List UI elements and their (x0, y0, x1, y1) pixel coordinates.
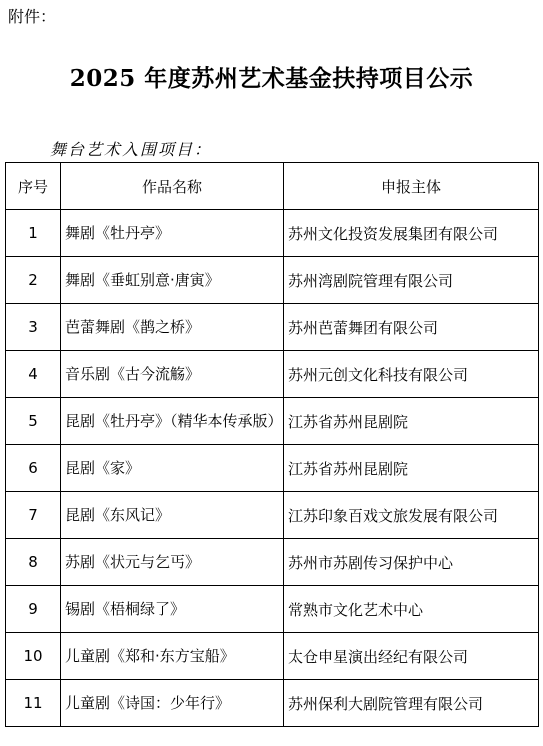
table-row (6, 257, 539, 304)
column-header-work: 作品名称 (61, 163, 284, 210)
row-applicant: 江苏省苏州昆剧院 (284, 445, 539, 492)
row-applicant: 苏州市苏剧传习保护中心 (284, 539, 539, 586)
row-applicant: 常熟市文化艺术中心 (284, 586, 539, 633)
row-number: 5 (6, 398, 61, 445)
row-applicant: 苏州保利大剧院管理有限公司 (284, 680, 539, 727)
row-number: 1 (6, 210, 61, 257)
row-work-name: 音乐剧《古今流觞》 (61, 351, 284, 398)
table-row (6, 492, 539, 539)
table-row (6, 304, 539, 351)
row-applicant: 苏州文化投资发展集团有限公司 (284, 210, 539, 257)
row-number: 4 (6, 351, 61, 398)
row-work-name: 儿童剧《郑和·东方宝船》 (61, 633, 284, 680)
row-applicant: 苏州芭蕾舞团有限公司 (284, 304, 539, 351)
table-row (6, 539, 539, 586)
row-number: 11 (6, 680, 61, 727)
row-work-name: 舞剧《垂虹别意·唐寅》 (61, 257, 284, 304)
row-number: 7 (6, 492, 61, 539)
table-row (6, 351, 539, 398)
table-header-row (6, 163, 539, 210)
row-applicant: 苏州元创文化科技有限公司 (284, 351, 539, 398)
row-number: 2 (6, 257, 61, 304)
table-row (6, 210, 539, 257)
document-title: 2025 年度苏州艺术基金扶持项目公示 (69, 65, 474, 92)
row-work-name: 昆剧《家》 (61, 445, 284, 492)
table-row (6, 398, 539, 445)
row-number: 3 (6, 304, 61, 351)
table-row (6, 586, 539, 633)
row-number: 9 (6, 586, 61, 633)
column-header-applicant: 申报主体 (284, 163, 539, 210)
row-number: 6 (6, 445, 61, 492)
row-work-name: 昆剧《牡丹亭》（精华本传承版） (61, 398, 284, 445)
row-applicant: 江苏印象百戏文旅发展有限公司 (284, 492, 539, 539)
table-row (6, 680, 539, 727)
project-table (5, 162, 539, 727)
row-applicant: 苏州湾剧院管理有限公司 (284, 257, 539, 304)
row-work-name: 锡剧《梧桐绿了》 (61, 586, 284, 633)
row-work-name: 昆剧《东风记》 (61, 492, 284, 539)
section-label: 舞台艺术入围项目： (50, 140, 213, 159)
table-row (6, 633, 539, 680)
row-work-name: 舞剧《牡丹亭》 (61, 210, 284, 257)
row-number: 10 (6, 633, 61, 680)
table-row (6, 445, 539, 492)
row-work-name: 芭蕾舞剧《鹊之桥》 (61, 304, 284, 351)
row-work-name: 苏剧《状元与乞丐》 (61, 539, 284, 586)
column-header-number: 序号 (6, 163, 61, 210)
row-work-name: 儿童剧《诗国：少年行》 (61, 680, 284, 727)
row-number: 8 (6, 539, 61, 586)
row-applicant: 太仓申星演出经纪有限公司 (284, 633, 539, 680)
row-applicant: 江苏省苏州昆剧院 (284, 398, 539, 445)
attachment-label: 附件： (8, 7, 57, 26)
